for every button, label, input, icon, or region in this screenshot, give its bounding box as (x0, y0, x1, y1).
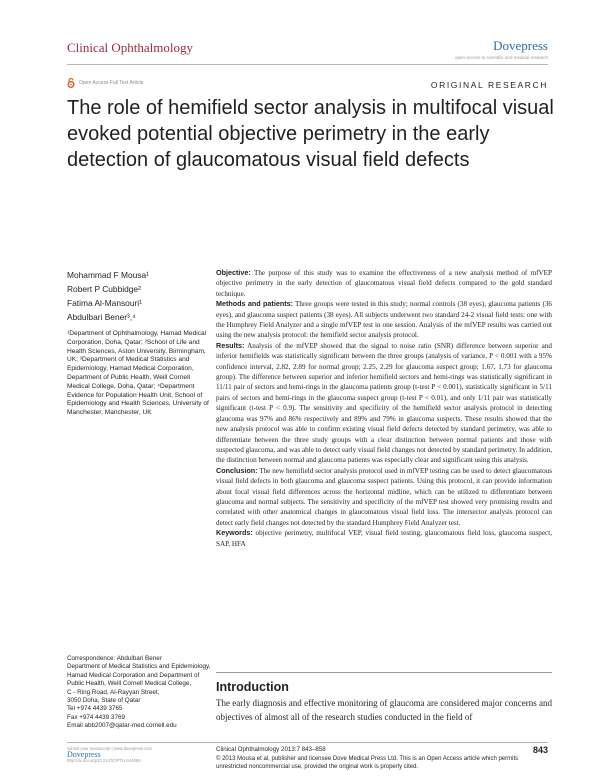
submit-link[interactable]: submit your manuscript | www.dovepress.com (67, 746, 153, 751)
methods-label: Methods and patients: (216, 299, 293, 309)
affiliations-text: ¹Department of Ophthalmology, Hamad Medical Corporation, Doha, Qatar; ²School of Life and Health Sciences, Aston University, Birmingham, UK; ³Department of Medical Statistics and Epidemiology, Hamad Medical Corporation, Department of Public Health, Weill Cornell Medical College, Doha, Qatar; ⁴Department Evidence for Population Health Unit, School of Epidemiology and Health Sciences, University of Manchester, Manchester, UK (67, 330, 209, 417)
open-access-label: Open Access Full Text Article (79, 80, 144, 86)
abstract-objective (216, 268, 552, 299)
abstract-conclusion (216, 466, 552, 528)
article-title: The role of hemifield sector analysis in multifocal visual evoked potential objective perimetry in the early detection of glaucomatous visual field defects (67, 97, 554, 171)
footer-divider (67, 742, 548, 743)
author: Mohammad F Mousa¹ (67, 270, 149, 280)
introduction-heading: Introduction (216, 680, 289, 694)
journal-title: Clinical Ophthalmology (67, 40, 194, 55)
correspondence-line: Department of Medical Statistics and Epidemiology, Hamad Medical Corporation and Department of Public Health, Weill Cornell Medical College, (67, 663, 211, 688)
correspondence-line: C - Ring Road, Al-Rayyan Street, (67, 688, 160, 696)
page-number: 843 (532, 745, 548, 755)
author: Robert P Cubbidge² (67, 284, 141, 294)
conclusion-label: Conclusion: (216, 465, 258, 475)
article-type: ORIGINAL RESEARCH (430, 80, 548, 90)
publisher-tagline: open access to scientific and medical research (454, 55, 548, 60)
header-divider (67, 64, 548, 65)
correspondence-line: Fax +974 4439 3769 (67, 713, 125, 721)
conclusion-text: The new hemifield sector analysis protocol used in mfVEP testing can be used to detect glaucomatous visual field defects in both glaucoma and glaucoma suspect patients. Using this protocol, it can provide information about focal visual field differences across the horizontal midline, which can be utilized to differentiate between glaucoma and normal subjects. The sensitivity and specificity of the mfVEP test showed very promising results and correlated with other anatomical changes in glaucomatous visual field loss. The intersector analysis protocol can detect early field changes not detected by the standard Humphrey Field Analyzer test. (216, 466, 553, 527)
doi-link[interactable]: http://dx.doi.org/10.2147/OPTH.S44069 (67, 758, 141, 763)
publisher-brand: Dovepress (493, 38, 548, 53)
results-label: Results: (216, 340, 245, 350)
introduction-text: The early diagnosis and effective monitoring of glaucoma are considered major concerns and objectives of almost all of the research studies conducted in the field of (216, 698, 552, 722)
author-list (67, 268, 217, 324)
author: Fatima Al-Mansouri¹ (67, 298, 142, 308)
correspondence (67, 655, 212, 731)
author: Abdulbari Bener³,⁴ (67, 312, 136, 322)
footer-brand: Dovepress (67, 750, 101, 759)
abstract-results (216, 341, 552, 466)
correspondence-line: Correspondence: Abdulbari Bener (67, 655, 162, 662)
affiliations (67, 330, 212, 419)
results-text: Analysis of the mfVEP showed that the signal to noise ratio (SNR) difference between superior and inferior hemifields was statistically significant between the three groups (analysis of variance, P < 0.001 with a 95% confidence interval, 2.82, 2.89 for normal group; 2.25, 2.29 for glaucoma suspect group; 1.67, 1.73 for glaucoma group). The difference between superior and inferior hemifield sectors and hemi-rings was statistically significant in 11/11 pair of sectors and hemi-rings in the glaucoma patients group (t-test P < 0.001), statistically significant in 5/11 pairs of sectors and hemi-rings in the glaucoma suspect group (t-test P < 0.01), and only 1/11 pair was statistically significant (t-test P < 0.9). The sensitivity and specificity of the hemifield sector analysis protocol in detecting glaucoma was 97% and 86% respectively and 89% and 79% in glaucoma suspects. These results showed that the new analysis protocol was able to confirm existing visual field defects detected by standard perimetry, was able to differentiate between the three study groups with a clear distinction between normal patients and those with suspected glaucoma, and was able to detect early visual field changes not detected by standard perimetry. In addition, the distinction between normal and glaucoma patients was especially clear and significant using this analysis. (216, 341, 552, 465)
keywords-text: objective perimetry, multifocal VEP, visual field testing, glaucomatous field loss, glaucoma suspect, SAP, HFA (216, 529, 552, 548)
correspondence-email: Email abb2007@qatar-med.cornell.edu (67, 722, 177, 730)
correspondence-line: 3050 Doha, State of Qatar (67, 697, 141, 705)
open-access-badge (67, 78, 143, 88)
abstract-methods (216, 299, 552, 341)
copyright: © 2013 Mousa et al, publisher and licensee Dove Medical Press Ltd. This is an Open Access article which permits unrestricted noncommercial use, provided the original work is properly cited. (216, 756, 519, 770)
citation: Clinical Ophthalmology 2013:7 843–858 (216, 746, 326, 753)
methods-text: Three groups were tested in this study; normal controls (38 eyes), glaucoma patients (36 eyes), and glaucoma suspect patients (38 eyes). All subjects underwent two standard 24-2 visual field tests: one with the Humphrey Field Analyzer and a single mfVEP test in one session. Analysis of the mfVEP results was carried out using the new analysis protocol: the hemifield sector analysis protocol. (216, 300, 552, 340)
objective-label: Objective: (216, 268, 251, 277)
abstract (216, 268, 552, 549)
abstract-keywords (216, 528, 552, 549)
correspondence-line: Tel +974 4439 3765 (67, 705, 123, 713)
objective-text: The purpose of this study was to examine the effectiveness of a new analysis method of mfVEP objective perimetry in the early detection of glaucomatous visual field defects compared to the gold standard technique. (216, 269, 553, 298)
open-access-lock-icon (67, 78, 75, 88)
keywords-label: Keywords: (216, 528, 253, 538)
abstract-divider (216, 672, 552, 673)
footer-links (67, 746, 207, 764)
